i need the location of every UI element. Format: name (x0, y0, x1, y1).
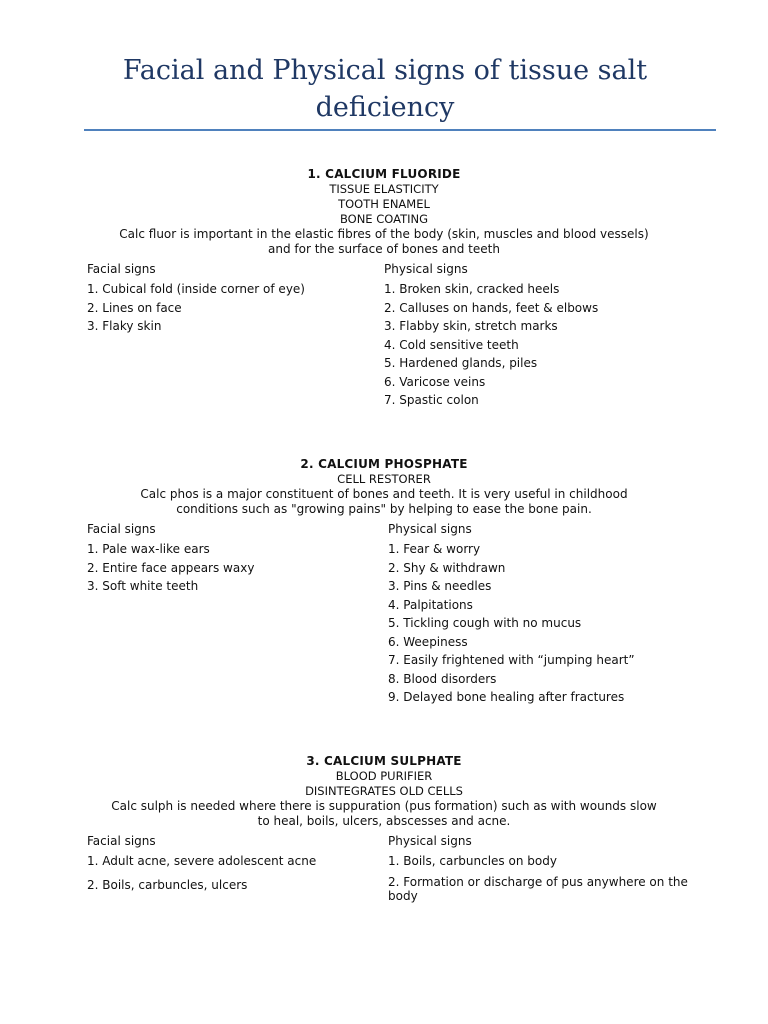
description-line-2: to heal, boils, ulcers, abscesses and acne. (257, 814, 511, 828)
facial-signs-list (87, 540, 377, 596)
facial-signs-column (87, 521, 377, 596)
list-item: 3. Flaky skin (87, 319, 162, 333)
list-item: 3. Soft white teeth (87, 579, 199, 593)
section-heading: 1. CALCIUM FLUORIDE (307, 167, 461, 181)
section-header (84, 167, 684, 257)
list-item: 7. Spastic colon (384, 393, 479, 407)
facial-signs-header: Facial signs (87, 262, 156, 276)
section-calcium-phosphate (84, 457, 684, 704)
list-item: 1. Pale wax-like ears (87, 542, 210, 556)
description-line-1: Calc fluor is important in the elastic fibres of the body (skin, muscles and blood vessels) (119, 227, 649, 241)
list-item: 1. Cubical fold (inside corner of eye) (87, 282, 305, 296)
list-item: 2. Entire face appears waxy (87, 560, 255, 575)
title-divider (84, 129, 716, 131)
list-item: 3. Pins & needles (388, 579, 492, 593)
section-header (84, 457, 684, 517)
section-description (84, 487, 684, 517)
list-item: 4. Cold sensitive teeth (384, 337, 519, 352)
physical-signs-list (388, 540, 688, 707)
list-item: 6. Weepiness (388, 634, 468, 649)
physical-signs-list (384, 280, 684, 410)
list-item: 1. Fear & worry (388, 542, 481, 556)
physical-signs-header: Physical signs (384, 262, 468, 276)
physical-signs-header: Physical signs (388, 522, 472, 536)
description-line-2: conditions such as "growing pains" by helping to ease the bone pain. (176, 502, 592, 516)
page-title-line-2: deficiency (315, 92, 455, 123)
list-item: 6. Varicose veins (384, 374, 486, 389)
facial-signs-list (87, 852, 377, 900)
list-item: 1. Broken skin, cracked heels (384, 282, 560, 296)
facial-signs-column (87, 833, 377, 900)
description-line-2: and for the surface of bones and teeth (268, 242, 500, 256)
description-line-1: Calc phos is a major constituent of bones and teeth. It is very useful in childhood (140, 487, 628, 501)
list-item: 5. Hardened glands, piles (384, 356, 538, 370)
list-item: 2. Formation or discharge of pus anywhere on the body (388, 874, 688, 903)
list-item: 4. Palpitations (388, 597, 473, 612)
section-calcium-sulphate (84, 754, 688, 903)
list-item: 1. Boils, carbuncles on body (388, 854, 557, 868)
section-heading: 2. CALCIUM PHOSPHATE (300, 457, 468, 471)
physical-signs-header: Physical signs (388, 834, 472, 848)
facial-signs-header: Facial signs (87, 522, 156, 536)
section-description (84, 227, 684, 257)
list-item: 7. Easily frightened with “jumping heart” (388, 653, 635, 667)
section-calcium-fluoride (84, 167, 684, 407)
list-item: 3. Flabby skin, stretch marks (384, 319, 558, 333)
section-subtitle: DISINTEGRATES OLD CELLS (305, 784, 463, 798)
section-subtitle: CELL RESTORER (337, 472, 431, 486)
section-header (84, 754, 684, 829)
list-item: 2. Boils, carbuncles, ulcers (87, 877, 248, 892)
facial-signs-header: Facial signs (87, 834, 156, 848)
physical-signs-column (388, 833, 688, 903)
list-item: 9. Delayed bone healing after fractures (388, 690, 625, 704)
section-description (84, 799, 684, 829)
physical-signs-column (384, 261, 684, 410)
list-item: 2. Calluses on hands, feet & elbows (384, 300, 599, 315)
facial-signs-column (87, 261, 377, 336)
facial-signs-list (87, 280, 377, 336)
section-subtitle: BLOOD PURIFIER (335, 769, 433, 783)
section-subtitle: TOOTH ENAMEL (338, 197, 430, 211)
page-title (60, 52, 710, 126)
list-item: 5. Tickling cough with no mucus (388, 616, 582, 630)
description-line-1: Calc sulph is needed where there is suppuration (pus formation) such as with wounds slow (111, 799, 657, 813)
page-title-line-1: Facial and Physical signs of tissue salt (122, 55, 648, 86)
section-heading: 3. CALCIUM SULPHATE (306, 754, 462, 768)
list-item: 8. Blood disorders (388, 671, 497, 686)
list-item: 2. Lines on face (87, 300, 182, 315)
section-subtitle: TISSUE ELASTICITY (329, 182, 439, 196)
physical-signs-column (388, 521, 688, 707)
section-subtitle: BONE COATING (339, 212, 429, 226)
physical-signs-list (388, 852, 688, 903)
list-item: 2. Shy & withdrawn (388, 560, 506, 575)
list-item: 1. Adult acne, severe adolescent acne (87, 854, 317, 868)
